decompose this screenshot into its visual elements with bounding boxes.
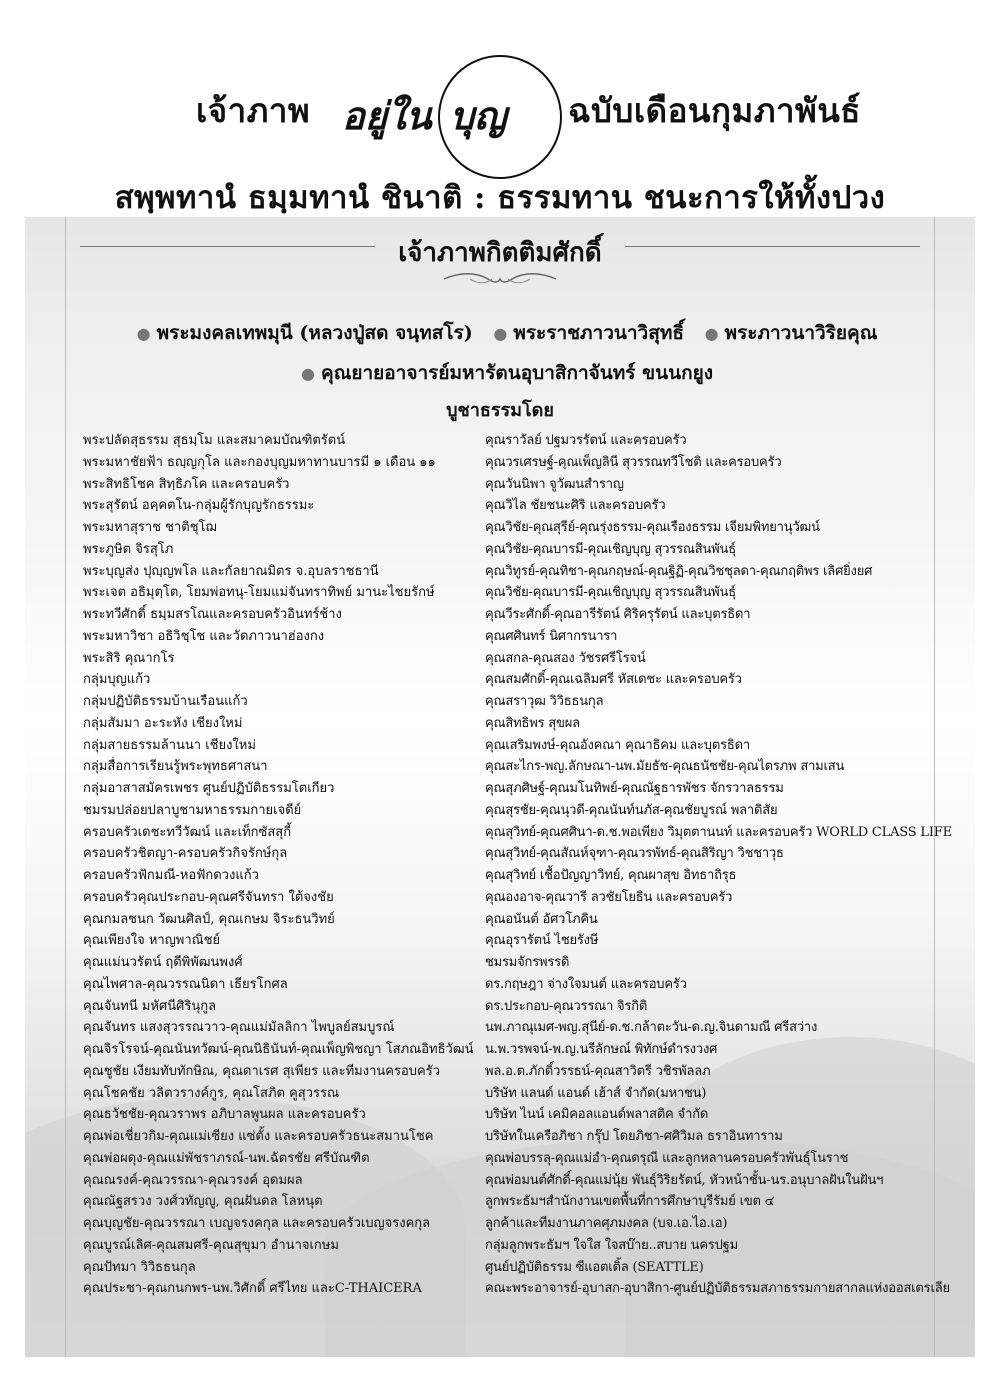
donor-entry: กลุ่มสัมมา อะระหัง เชียงใหม่ — [83, 715, 243, 731]
donor-entry: คุณพ่อผดุง-คุณแม่พัชราภรณ์-นพ.ฉัตรชัย ศรีบัณฑิต — [83, 1150, 370, 1166]
header-right-text: ฉบับเดือนกุมภาพันธ์ — [568, 91, 861, 130]
title-rule-right — [625, 246, 920, 247]
donor-entry: คุณณรงค์-คุณวรรณา-คุณวรงค์ อุดมผล — [83, 1172, 303, 1188]
donor-entry: กลุ่มสายธรรมล้านนา เชียงใหม่ — [83, 737, 256, 753]
donor-entry: คุณอนันต์ อัศวโภคิน — [485, 911, 598, 927]
donor-entry: คุณประชา-คุณกนกพร-นพ.วิศักดิ์ ศรีไทย และC-THAICERA — [83, 1281, 422, 1297]
logo-word-2: บุญ — [450, 93, 507, 138]
bullet-icon: ● — [704, 324, 719, 343]
donor-entry: พระเจต อธิมุตฺโต, โยมพ่อทนุ-โยมแม่จันทราทิพย์ มานะไชยรักษ์ — [83, 585, 435, 601]
donors-label: บูชาธรรมโดย — [446, 400, 554, 421]
donor-entry: คุณจันทนี มหัศนีศิรินุกูล — [83, 998, 217, 1014]
donor-entry: คุณสุวิทย์-คุณสัณห์จุฑา-คุณวรพัทธ์-คุณสิริญา วิชชาวุธ — [485, 846, 784, 862]
donor-entry: พระสุรัตน์ อคฺคตโน-กลุ่มผู้รักบุญรักธรรมะ — [83, 498, 315, 514]
donor-entry: คุณสุภศิษฐ์-คุณมโนทิพย์-คุณณัฐธารพัชร จักรวาลธรรม — [485, 781, 784, 796]
donor-entry: กลุ่มสื่อการเรียนรู้พระพุทธศาสนา — [83, 759, 268, 775]
donor-entry: คุณวิชัย-คุณบารมี-คุณเชิญบุญ สุวรรณสินพันธุ์ — [485, 541, 736, 557]
bullet-icon: ● — [493, 324, 508, 343]
donor-entry: คุณพ่อเชี่ยวกิม-คุณแม่เซียง แซ่ตั้ง และครอบครัวธนะสมานโชค — [83, 1129, 434, 1144]
donor-entry: ชมรมปล่อยปลาบูชามหาธรรมกายเจดีย์ — [83, 802, 302, 818]
donor-entry: คณะพระอาจารย์-อุบาสก-อุบาสิกา-ศูนย์ปฏิบัติธรรมสภาธรรมกายสากลแห่งออสเตรเลีย — [485, 1281, 950, 1297]
donor-entry: คุณโชคชัย วลิตวรางค์กูร, คุณโสภิต คูสุวรรณ — [83, 1085, 340, 1101]
bullet-icon: ● — [136, 324, 151, 343]
donor-entry: พระมหาวิชา อธิวิชฺโช และวัดภาวนาฮ่องกง — [83, 628, 325, 644]
donor-entry: พระปลัดสุธรรม สุธมฺโม และสมาคมบัณฑิตรัตน์ — [83, 433, 346, 448]
honorary-row-2 — [0, 358, 1000, 388]
donor-entry: คุณศศินทร์ นิศากรนารา — [485, 628, 618, 644]
donor-entry: คุณวิไล ชัยชนะศิริ และครอบครัว — [485, 498, 666, 514]
donor-entry: ดร.ประกอบ-คุณวรรณา จิรกิติ — [485, 998, 648, 1014]
donor-entry: คุณวิชัย-คุณสุรีย์-คุณรุ่งธรรม-คุณเรืองธรรม เจียมพิทยานุวัฒน์ — [485, 520, 820, 535]
donor-entry: คุณบุญชัย-คุณวรรณา เบญจรงคกุล และครอบครัวเบญจรงคกุล — [83, 1216, 431, 1231]
donor-entry: คุณไพศาล-คุณวรรณนิดา เธียรโกศล — [83, 976, 288, 992]
donor-entry: พระทวีศักดิ์ ธมฺมสรโณและครอบครัวอินทร์ช้าง — [83, 607, 342, 622]
donor-entry: กลุ่มบุญแก้ว — [83, 672, 151, 688]
donor-entry: ดร.กฤษฎา จ่างใจมนต์ และครอบครัว — [485, 976, 687, 992]
donor-entry: ครอบครัวฟักมณี-หอฟักดวงแก้ว — [83, 868, 259, 883]
donor-entry: คุณองอาจ-คุณวารี ลวชัยโยธิน และครอบครัว — [485, 889, 733, 905]
donor-entry: คุณสมศักดิ์-คุณเฉลิมศรี หัสเดชะ และครอบครัว — [485, 672, 742, 688]
donor-entry: นพ.ภาณุเมศ-พญ.สุนีย์-ด.ช.กล้าตะวัน-ด.ญ.จินดามณี ศรีสว่าง — [485, 1020, 818, 1036]
donor-entry: ครอบครัวเดชะทวีวัฒน์ และเท็กซัสสุกี้ — [83, 824, 292, 840]
section-title: เจ้าภาพกิตติมศักดิ์ — [398, 238, 602, 268]
donor-entry: คุณสิทธิพร สุขผล — [485, 715, 580, 731]
donor-entry: ครอบครัวชิตญา-ครอบครัวกิจรักษ์กุล — [83, 846, 288, 862]
donor-entry: ลูกค้าและทีมงานภาคศุภมงคล (บจ.เอ.ไอ.เอ) — [485, 1216, 728, 1231]
donor-entry: กลุ่มอาสาสมัครเพชร ศูนย์ปฏิบัติธรรมโตเกียว — [83, 781, 335, 796]
donor-entry: คุณอุรารัตน์ ไชยรังษี — [485, 933, 599, 949]
donor-entry: คุณวันนิพา จูวัฒนสำราญ — [485, 476, 624, 492]
donor-entry: พระมหาชัยฟ้า ธญฺญกุโล และกองบุญมหาทานบารมี ๑ เดือน ๑๑ — [83, 454, 436, 470]
donor-entry: ครอบครัวคุณประกอบ-คุณศรีจันทรา ใต้จงชัย — [83, 889, 334, 905]
donor-entry: พระสิริ คุณากโร — [83, 650, 175, 666]
donor-entry: ศูนย์ปฏิบัติธรรม ซีแอตเติ้ล (SEATTLE) — [485, 1259, 704, 1275]
donor-entry: คุณชูชัย เงียมทับทักษิณ, คุณดาเรศ สุเพียร และทีมงานครอบครัว — [83, 1063, 440, 1079]
donor-entry: คุณจันทร แสงสุวรรณวาว-คุณแม่มัลลิกา ไพบูลย์สมบูรณ์ — [83, 1020, 395, 1036]
honorary-name: คุณยายอาจารย์มหารัตนอุบาสิกาจันทร์ ขนนกยูง — [320, 362, 713, 384]
honorary-name: พระภาวนาวิริยคุณ — [724, 322, 878, 344]
header — [0, 0, 1000, 170]
header-left-text: เจ้าภาพ — [196, 91, 311, 130]
donor-entry: น.พ.วรพจน์-พ.ญ.นรีลักษณ์ พิทักษ์ดำรงวงศ — [485, 1042, 718, 1057]
donor-entry: คุณบูรณ์เลิศ-คุณสมศรี-คุณสุขุมา อำนาจเกษม — [83, 1237, 339, 1253]
donor-entry: พระสิทธิโชค สิทฺธิภโค และครอบครัว — [83, 476, 290, 492]
donor-entry: ลูกพระธัมฯสำนักงานเขตพื้นที่การศึกษาบุรีรัมย์ เขต ๔ — [485, 1194, 775, 1210]
donor-entry: คุณธวัชชัย-คุณวราพร อภิบาลพูนผล และครอบครัว — [83, 1107, 366, 1123]
donor-entry: บริษัทในเครือภิชา กรุ๊ป โดยภิชา-ศศิวิมล ธราอินทาราม — [485, 1129, 783, 1144]
donor-entry: บริษัท ไนน์ เคมิคอลแอนด์พลาสติค จำกัด — [485, 1107, 709, 1123]
donor-entry: คุณเสริมพงษ์-คุณอังคณา คุณาธิคม และบุตรธิดา — [485, 737, 750, 753]
donor-entry: คุณพ่อมนต์ศักดิ์-คุณแม่นุ้ย พันธุ์วิริยรัตน์, หัวหน้าชั้น-นร.อนุบาลฝันในฝันฯ — [485, 1172, 884, 1188]
donor-entry: คุณเพียงใจ หาญพาณิชย์ — [83, 933, 221, 949]
donor-entry: กลุ่มปฏิบัติธรรมบ้านเรือนแก้ว — [83, 694, 248, 709]
donor-list-right — [485, 430, 955, 1300]
donor-entry: คุณพ่อบรรลุ-คุณแม่อำ-คุณดรุณี และลูกหลานครอบครัวพันธุ์โนราช — [485, 1150, 849, 1166]
donor-entry: พล.อ.ต.ภักดิ์วรรธน์-คุณสาวิตรี วชิรพัลลภ — [485, 1063, 711, 1079]
donor-entry: บริษัท แลนด์ แอนด์ เฮ้าส์ จำกัด(มหาชน) — [485, 1085, 707, 1101]
bullet-icon: ● — [301, 364, 315, 383]
honorary-name: พระราชภาวนาวิสุทธิ์ — [513, 322, 684, 344]
donor-entry: พระภูษิต จิรสุโภ — [83, 541, 174, 557]
honorary-name: พระมงคลเทพมุนี (หลวงปู่สด จนฺทสโร) — [156, 322, 473, 344]
donor-entry: คุณวิทูรย์-คุณทิชา-คุณกฤษณ์-คุณฐิฏิ-คุณวิชชุลดา-คุณกฤติพร เลิศยิ่งยศ — [485, 563, 873, 579]
ornament-divider — [440, 270, 560, 288]
donor-entry: คุณสุวิทย์-คุณศศินา-ด.ช.พอเพียง วิมุตตานนท์ และครอบครัว WORLD CLASS LIFE — [485, 824, 952, 840]
donor-entry: คุณสราวุฒ วิวิธธนกุล — [485, 694, 604, 709]
donor-entry: คุณจิรโรจน์-คุณนันทวัฒน์-คุณนิธินันท์-คุณเพ็ญพิชญา โสภณอิทธิวัฒน์ — [83, 1042, 473, 1057]
donor-entry: คุณแม่นวรัตน์ ฤดีพิพัฒนพงศ์ — [83, 955, 243, 970]
donor-entry: คุณวรเศรษฐ์-คุณเพ็ญลินี สุวรรณทวีโชติ และครอบครัว — [485, 454, 782, 470]
donor-entry: คุณสะไกร-พญ.ลักษณา-นพ.มัยธัช-คุณธนัชชัย-คุณไตรภพ สามเสน — [485, 759, 845, 775]
donor-entry: คุณปัทมา วิวิธธนกุล — [83, 1259, 196, 1275]
donor-entry: คุณราวัลย์ ปฐมวรรัตน์ และครอบครัว — [485, 433, 687, 448]
donor-entry: คุณวีระศักดิ์-คุณอารีรัตน์ ศิริครุรัตน์ และบุตรธิดา — [485, 607, 751, 622]
donor-entry: คุณสุรชัย-คุณนุวดี-คุณนันท์นภัส-คุณชัยบูรณ์ พลาดิสัย — [485, 802, 778, 818]
donor-entry: พระมหาสุราช ชาติชุโฌ — [83, 520, 217, 535]
publication-logo — [300, 55, 565, 175]
donor-entry: คุณสุวิทย์ เชื้อปัญญาวิทย์, คุณผาสุข อิทธาถิรุธ — [485, 868, 737, 883]
donor-list-left — [83, 430, 473, 1300]
donor-entry: คุณณัฐสรวง วงศ์วทัญญู, คุณฝันดล โลหนุต — [83, 1194, 323, 1210]
donor-entry: กลุ่มลูกพระธัมฯ ใจใส ใจสบ๊าย..สบาย นครปฐม — [485, 1237, 739, 1253]
donor-entry: คุณสกล-คุณสอง วัชรศรีโรจน์ — [485, 650, 646, 666]
donor-entry: ชมรมจักรพรรดิ — [485, 955, 570, 970]
donor-entry: คุณวิชัย-คุณบารมี-คุณเชิญบุญ สุวรรณสินพันธุ์ — [485, 585, 736, 601]
donor-entry: คุณกมลชนก วัฒนศิลป์, คุณเกษม จิระธนวิทย์ — [83, 911, 335, 927]
honorary-row-1 — [0, 318, 1000, 348]
donor-entry: พระบุญส่ง ปุญฺญพโล และกัลยาณมิตร จ.อุบลราชธานี — [83, 563, 379, 579]
motto-heading: สพฺพทานํ ธมฺมทานํ ชินาติ : ธรรมทาน ชนะการให้ทั้งปวง — [114, 180, 886, 216]
logo-word-1: อยู่ใน — [342, 93, 432, 138]
